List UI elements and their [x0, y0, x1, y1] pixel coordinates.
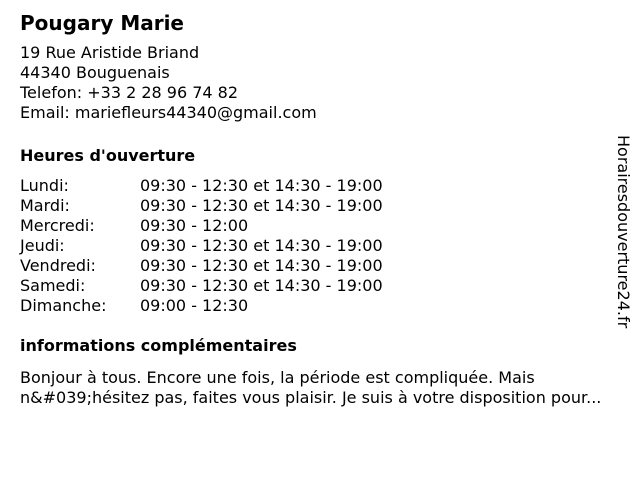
day-label: Vendredi:	[20, 256, 96, 275]
phone-line: Telefon: +33 2 28 96 74 82	[20, 83, 239, 102]
contact-block	[20, 43, 610, 123]
day-label: Mardi:	[20, 196, 70, 215]
info-title: informations complémentaires	[20, 336, 297, 355]
hours-row-samedi	[20, 276, 610, 296]
day-label: Lundi:	[20, 176, 69, 195]
business-name: Pougary Marie	[20, 11, 184, 35]
time-value: 09:30 - 12:00	[140, 216, 249, 235]
hours-table	[20, 176, 610, 316]
business-card	[20, 10, 610, 408]
address-street: 19 Rue Aristide Briand	[20, 43, 200, 62]
time-value: 09:30 - 12:30 et 14:30 - 19:00	[140, 276, 383, 295]
time-value: 09:30 - 12:30 et 14:30 - 19:00	[140, 176, 383, 195]
day-label: Dimanche:	[20, 296, 107, 315]
hours-row-jeudi	[20, 236, 610, 256]
site-watermark: Horairesdouverture24.fr	[614, 135, 633, 329]
info-text: Bonjour à tous. Encore une fois, la période est compliquée. Mais n&#039;hésitez pas, faites vous plaisir. Je suis à votre disposition pour...	[20, 368, 602, 407]
hours-row-mercredi	[20, 216, 610, 236]
hours-row-mardi	[20, 196, 610, 216]
time-value: 09:30 - 12:30 et 14:30 - 19:00	[140, 196, 383, 215]
day-label: Samedi:	[20, 276, 86, 295]
day-label: Mercredi:	[20, 216, 95, 235]
time-value: 09:30 - 12:30 et 14:30 - 19:00	[140, 236, 383, 255]
hours-title: Heures d'ouverture	[20, 146, 196, 165]
email-line: Email: mariefleurs44340@gmail.com	[20, 103, 317, 122]
address-city: 44340 Bouguenais	[20, 63, 170, 82]
time-value: 09:30 - 12:30 et 14:30 - 19:00	[140, 256, 383, 275]
hours-row-vendredi	[20, 256, 610, 276]
time-value: 09:00 - 12:30	[140, 296, 249, 315]
hours-row-lundi	[20, 176, 610, 196]
day-label: Jeudi:	[20, 236, 65, 255]
hours-row-dimanche	[20, 296, 610, 316]
